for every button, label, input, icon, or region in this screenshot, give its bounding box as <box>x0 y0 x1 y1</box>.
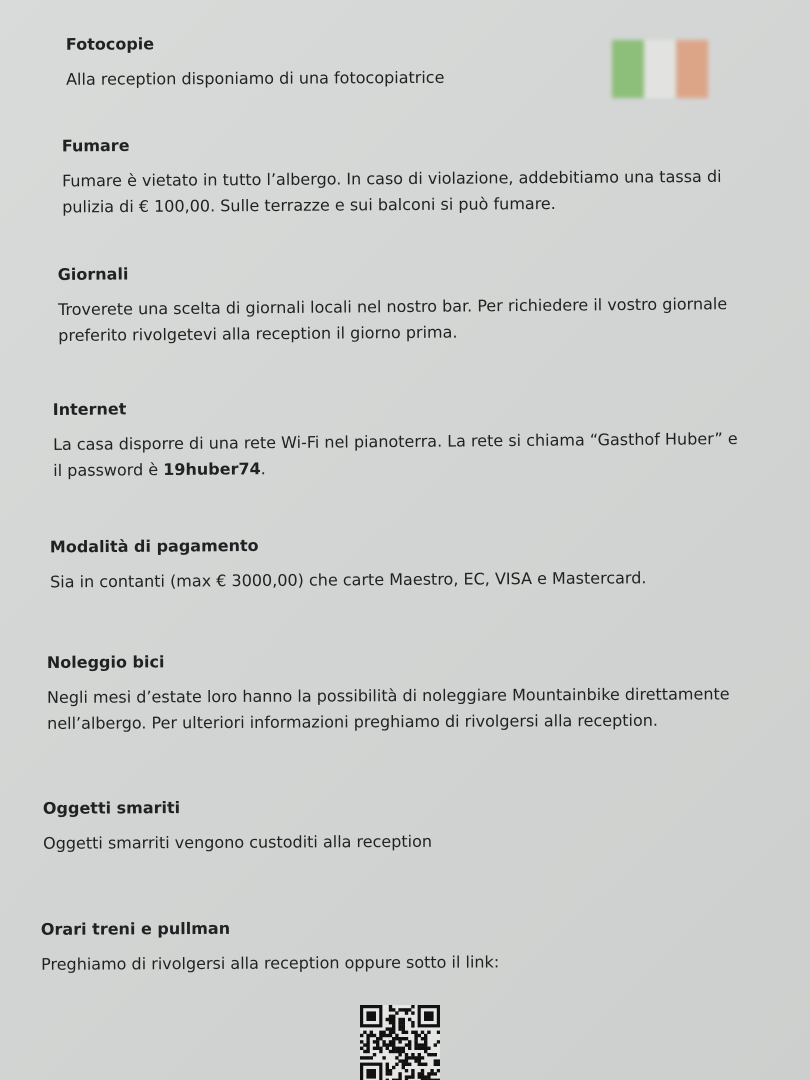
section-heading: Noleggio bici <box>46 652 165 672</box>
qr-code-graphic <box>360 1005 440 1080</box>
qr-code-icon <box>360 1005 440 1080</box>
wifi-password: 19huber74 <box>163 459 261 480</box>
section-heading: Fotocopie <box>65 34 155 54</box>
section-heading: Internet <box>52 399 127 420</box>
section-internet <box>53 394 744 484</box>
section-noleggio-bici <box>47 649 787 737</box>
internet-text-end: . <box>260 459 266 479</box>
section-heading: Modalità di pagamento <box>49 535 259 557</box>
section-text: Sia in contanti (max € 3000,00) che carte Maestro, EC, VISA e Mastercard. <box>50 568 647 592</box>
internet-text: La casa disporre di una rete Wi-Fi nel pianoterra. La rete si chiama “Gasthof Huber” e il password è <box>52 429 738 481</box>
section-text: Oggetti smarriti vengono custoditi alla reception <box>43 831 433 853</box>
section-giornali <box>58 259 749 349</box>
section-fumare <box>62 132 753 221</box>
section-text: Alla reception disponiamo di una fotocopiatrice <box>66 67 445 89</box>
section-heading: Giornali <box>57 264 129 285</box>
section-text: Troverete una scelta di giornali locali nel nostro bar. Per richiedere il vostro giornale preferito rivolgetevi alla reception il giorno prima. <box>57 294 728 346</box>
section-text: Negli mesi d’estate loro hanno la possibilità di noleggiare Mountainbike direttamente nell’albergo. Per ulteriori informazioni preghiamo di rivolgersi alla reception. <box>46 684 730 733</box>
section-heading: Fumare <box>61 135 130 156</box>
section-text <box>53 426 743 484</box>
section-text: Fumare è vietato in tutto l’albergo. In caso di violazione, addebitiamo una tassa di pulizia di € 100,00. Sulle terrazze e sui balconi si può fumare. <box>61 166 722 217</box>
section-heading: Oggetti smariti <box>42 798 181 818</box>
section-pagamento <box>50 533 740 596</box>
section-oggetti-smariti <box>43 795 733 857</box>
section-fotocopie <box>66 31 756 93</box>
section-text: Preghiamo di rivolgersi alla reception oppure sotto il link: <box>41 952 500 974</box>
section-heading: Orari treni e pullman <box>40 918 231 939</box>
section-orari <box>41 916 731 978</box>
